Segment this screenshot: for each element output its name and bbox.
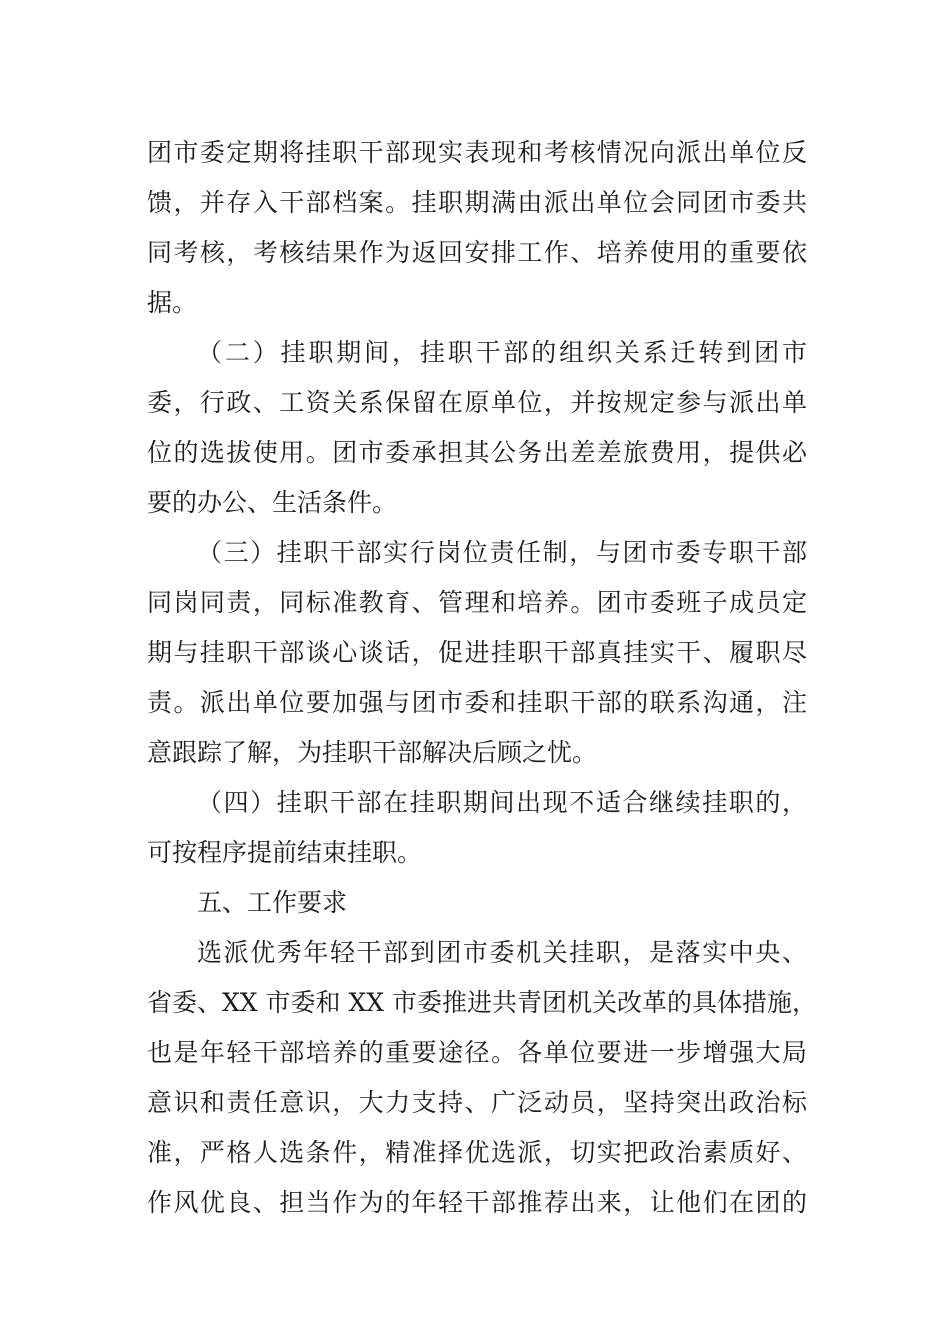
- text-line: 准，严格人选条件，精准择优选派，切实把政治素质好、: [147, 1138, 807, 1167]
- text-line: （四）挂职干部在挂职期间出现不适合继续挂职的，: [197, 788, 807, 817]
- text-line: 意跟踪了解，为挂职干部解决后顾之忧。: [147, 738, 598, 767]
- text-line: 要的办公、生活条件。: [147, 488, 398, 517]
- text-line: 责。派出单位要加强与团市委和挂职干部的联系沟通，注: [147, 688, 807, 717]
- text-line: （二）挂职期间，挂职干部的组织关系迁转到团市: [197, 338, 807, 367]
- text-line: 团市委定期将挂职干部现实表现和考核情况向派出单位反: [147, 138, 807, 167]
- text-line: 馈，并存入干部档案。挂职期满由派出单位会同团市委共: [147, 188, 807, 217]
- text-line: 可按程序提前结束挂职。: [147, 838, 423, 867]
- text-line: 也是年轻干部培养的重要途径。各单位要进一步增强大局: [147, 1038, 807, 1067]
- text-line: 委，行政、工资关系保留在原单位，并按规定参与派出单: [147, 388, 807, 417]
- section-heading: 五、工作要求: [197, 888, 348, 917]
- text-line: 同岗同责，同标准教育、管理和培养。团市委班子成员定: [147, 588, 807, 617]
- text-line: 据。: [147, 288, 198, 317]
- text-line: 意识和责任意识，大力支持、广泛动员，坚持突出政治标: [147, 1088, 807, 1117]
- text-line: 选派优秀年轻干部到团市委机关挂职，是落实中央、: [197, 938, 807, 967]
- text-line: 位的选拔使用。团市委承担其公务出差差旅费用，提供必: [147, 438, 807, 467]
- text-line: （三）挂职干部实行岗位责任制，与团市委专职干部: [197, 538, 807, 567]
- text-line: 省委、XX 市委和 XX 市委推进共青团机关改革的具体措施，: [147, 988, 818, 1017]
- text-line: 作风优良、担当作为的年轻干部推荐出来，让他们在团的: [147, 1188, 807, 1217]
- text-line: 期与挂职干部谈心谈话，促进挂职干部真挂实干、履职尽: [147, 638, 807, 667]
- text-line: 同考核，考核结果作为返回安排工作、培养使用的重要依: [147, 238, 807, 267]
